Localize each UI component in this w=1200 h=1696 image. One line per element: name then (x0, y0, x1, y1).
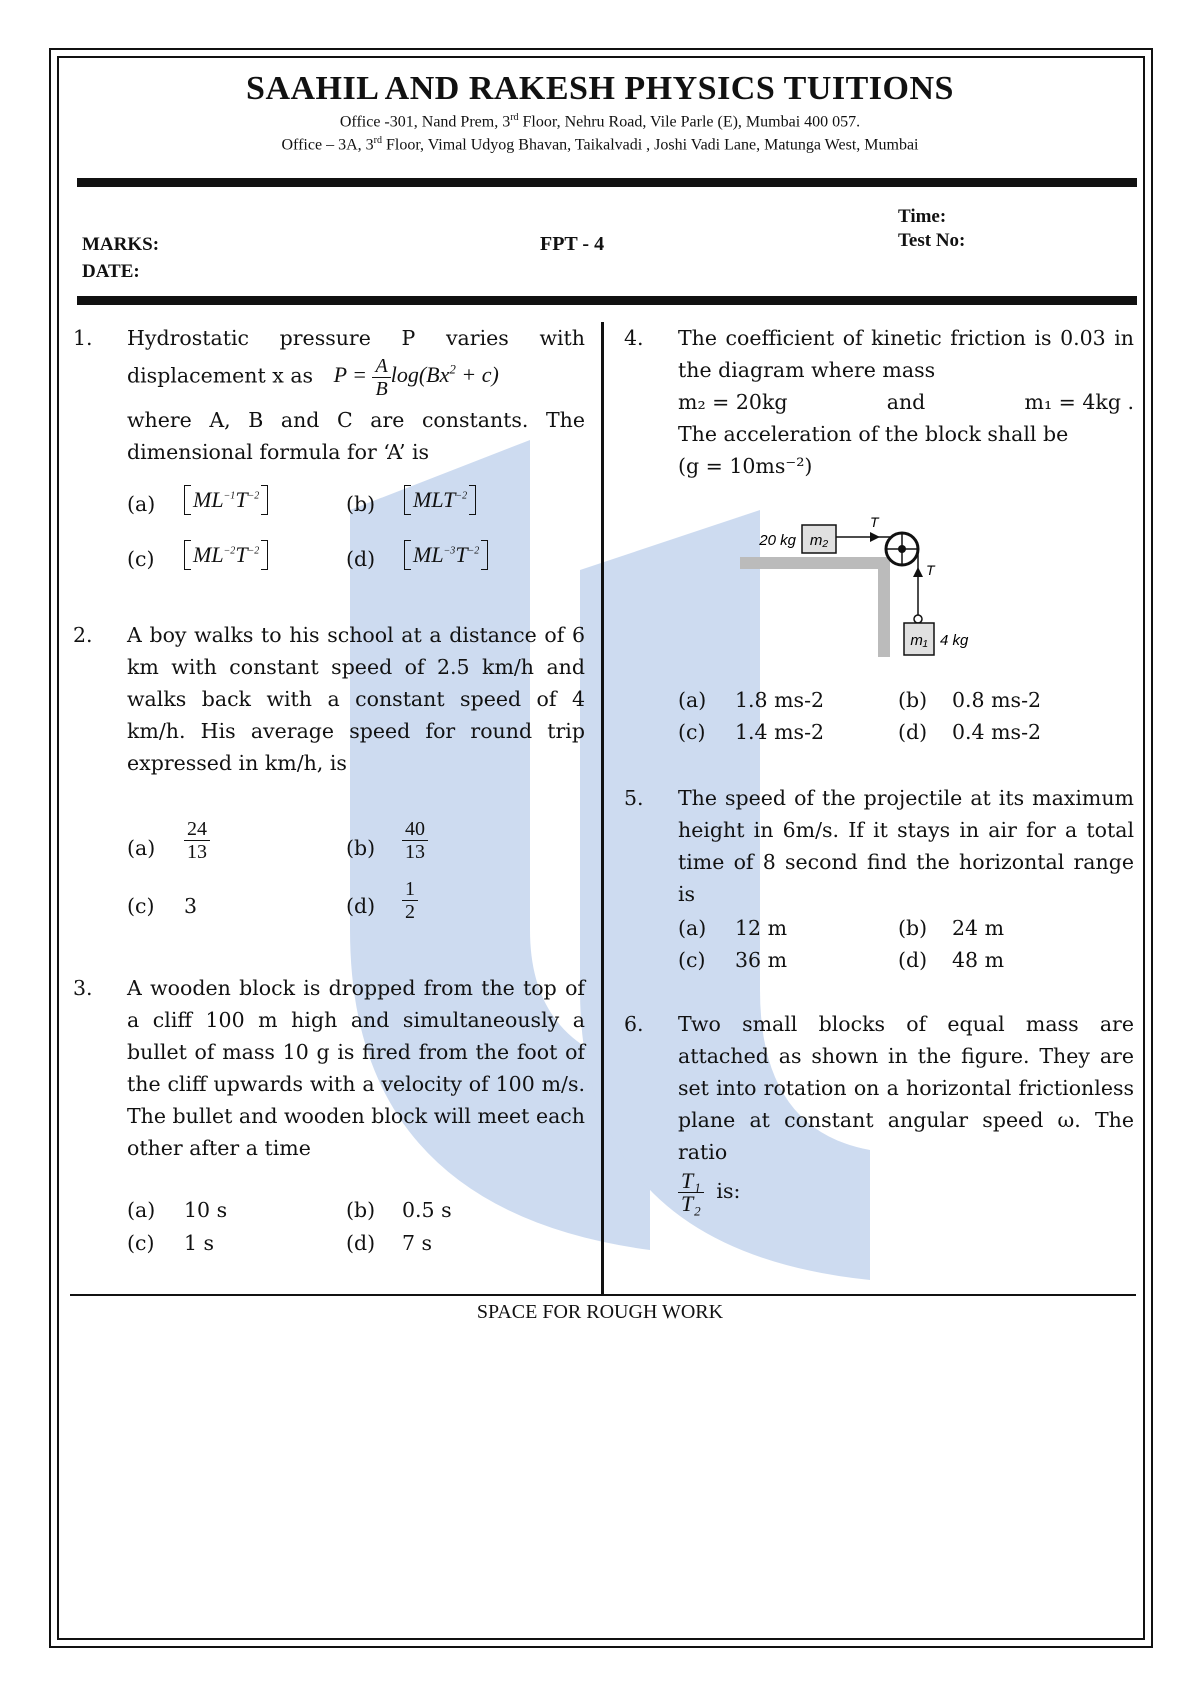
q5-option-d: 48 m (952, 948, 1005, 972)
block-m1-label: m₁ (910, 632, 928, 649)
table-surface (740, 557, 890, 569)
pulley-diagram (740, 515, 1020, 665)
option-label: (a) (678, 916, 707, 940)
option-label: (a) (127, 836, 156, 860)
mass-m2: m₂ = 20kg (678, 390, 788, 414)
q2-option-c: 3 (184, 894, 198, 918)
tension-arrow-v (913, 567, 923, 577)
q3-option-a: 10 s (184, 1198, 228, 1222)
question-number: 1. (73, 326, 93, 350)
mass-20kg-label: 20 kg (759, 532, 796, 549)
question-number: 4. (624, 326, 644, 350)
option-label: (b) (346, 1198, 376, 1222)
option-label: (a) (127, 1198, 156, 1222)
time-label: Time: (898, 206, 947, 227)
question-text: The speed of the projectile at its maximum height in 6m/s. If it stays in air for a total time of 8 second find the horizontal range is (678, 786, 1134, 906)
mass-4kg-label: 4 kg (940, 632, 969, 649)
column-divider (601, 322, 604, 1294)
option-label: (a) (678, 688, 707, 712)
test-no-label: Test No: (898, 230, 966, 251)
q5-option-b: 24 m (952, 916, 1005, 940)
tension-arrow-h (870, 532, 880, 542)
ratio-suffix: is: (716, 1179, 741, 1203)
address-line-1: Office -301, Nand Prem, 3rd Floor, Nehru Road, Vile Parle (E), Mumbai 400 057. (339, 112, 861, 131)
option-label: (b) (346, 836, 376, 860)
q5-option-c: 36 m (735, 948, 788, 972)
option-label: (c) (678, 948, 706, 972)
q4-option-c: 1.4 ms-2 (735, 720, 825, 744)
tension-h-label: T (870, 515, 879, 530)
option-label: (d) (346, 1231, 376, 1255)
q1-option-d: $ML^{-3}T^{-2}$ (404, 540, 488, 570)
q4-option-d: 0.4 ms-2 (952, 720, 1042, 744)
q2-option-a: $\frac{24}{13}$ (184, 818, 210, 863)
question-text: Hydrostatic pressure P varies with displacement x as (127, 326, 585, 388)
rough-work-rule (70, 1294, 1136, 1296)
question-text-continued: The acceleration of the block shall be (678, 422, 1069, 446)
q1-option-c: $ML^{-2}T^{-2}$ (184, 540, 268, 570)
header-rule-bottom (77, 296, 1137, 305)
header-rule-top (77, 178, 1137, 187)
question-number: 3. (73, 976, 93, 1000)
table-edge (878, 557, 890, 657)
institute-name: SAAHIL AND RAKESH PHYSICS TUITIONS (246, 70, 954, 107)
option-label: (c) (127, 547, 155, 571)
question-number: 6. (624, 1012, 644, 1036)
option-label: (d) (898, 720, 928, 744)
option-label: (d) (346, 894, 376, 918)
date-label: DATE: (82, 261, 140, 282)
question-text-continued: where A, B and C are constants. The dimensional formula for ‘A’ is (127, 407, 585, 464)
q5-option-a: 12 m (735, 916, 788, 940)
and-word: and (886, 390, 926, 414)
pressure-formula: P = $\frac{A}{B}$ $\log(Bx^2 + c)$ (333, 354, 499, 400)
question-number: 5. (624, 786, 644, 810)
q1-option-a: $ML^{-1}T^{-2}$ (184, 485, 268, 515)
option-label: (c) (127, 1231, 155, 1255)
mass-m1: m₁ = 4kg . (1024, 390, 1134, 414)
question-text: A wooden block is dropped from the top of a cliff 100 m high and simultaneously a bullet of mass 10 g is fired from the foot of the cliff upwards with a velocity of 100 m/s. The bullet and wooden block will meet each other after a time (127, 976, 585, 1160)
q1-option-b: $MLT^{-2}$ (404, 485, 476, 515)
option-label: (b) (898, 688, 928, 712)
option-label: (a) (127, 492, 156, 516)
option-label: (d) (346, 547, 376, 571)
option-label: (b) (346, 492, 376, 516)
q4-option-a: 1.8 ms-2 (735, 688, 825, 712)
q3-option-d: 7 s (402, 1231, 433, 1255)
block-m2-label: m₂ (809, 532, 829, 549)
question-text: The coefficient of kinetic friction is 0.03 in the diagram where mass (678, 326, 1134, 382)
q3-option-b: 0.5 s (402, 1198, 452, 1222)
q2-option-d: $\frac{1}{2}$ (402, 878, 418, 923)
option-label: (c) (127, 894, 155, 918)
marks-label: MARKS: (82, 234, 160, 255)
option-label: (b) (898, 916, 928, 940)
test-title: FPT - 4 (540, 233, 605, 255)
gravity-value: (g = 10ms⁻²) (678, 454, 813, 478)
option-label: (c) (678, 720, 706, 744)
q3-option-c: 1 s (184, 1231, 215, 1255)
option-label: (d) (898, 948, 928, 972)
question-text: A boy walks to his school at a distance of 6 km with constant speed of 2.5 km/h and walks back with a constant speed of 4 km/h. His average speed for round trip expressed in km/h, is (127, 623, 585, 775)
q2-option-b: $\frac{40}{13}$ (402, 818, 428, 863)
question-number: 2. (73, 623, 93, 647)
q4-option-b: 0.8 ms-2 (952, 688, 1042, 712)
address-line-2: Office – 3A, 3rd Floor, Vimal Udyog Bhavan, Taikalvadi , Joshi Vadi Lane, Matunga West, Mumbai (281, 135, 919, 154)
tension-ratio: $\frac{\text{T₁}}{\text{T₂}}$ is: (678, 1170, 740, 1215)
rough-work-label: SPACE FOR ROUGH WORK (476, 1301, 724, 1323)
question-text: Two small blocks of equal mass are attached as shown in the figure. They are set into rotation on a horizontal frictionless plane at constant angular speed ω. The ratio (678, 1012, 1134, 1164)
tension-v-label: T (926, 562, 935, 578)
